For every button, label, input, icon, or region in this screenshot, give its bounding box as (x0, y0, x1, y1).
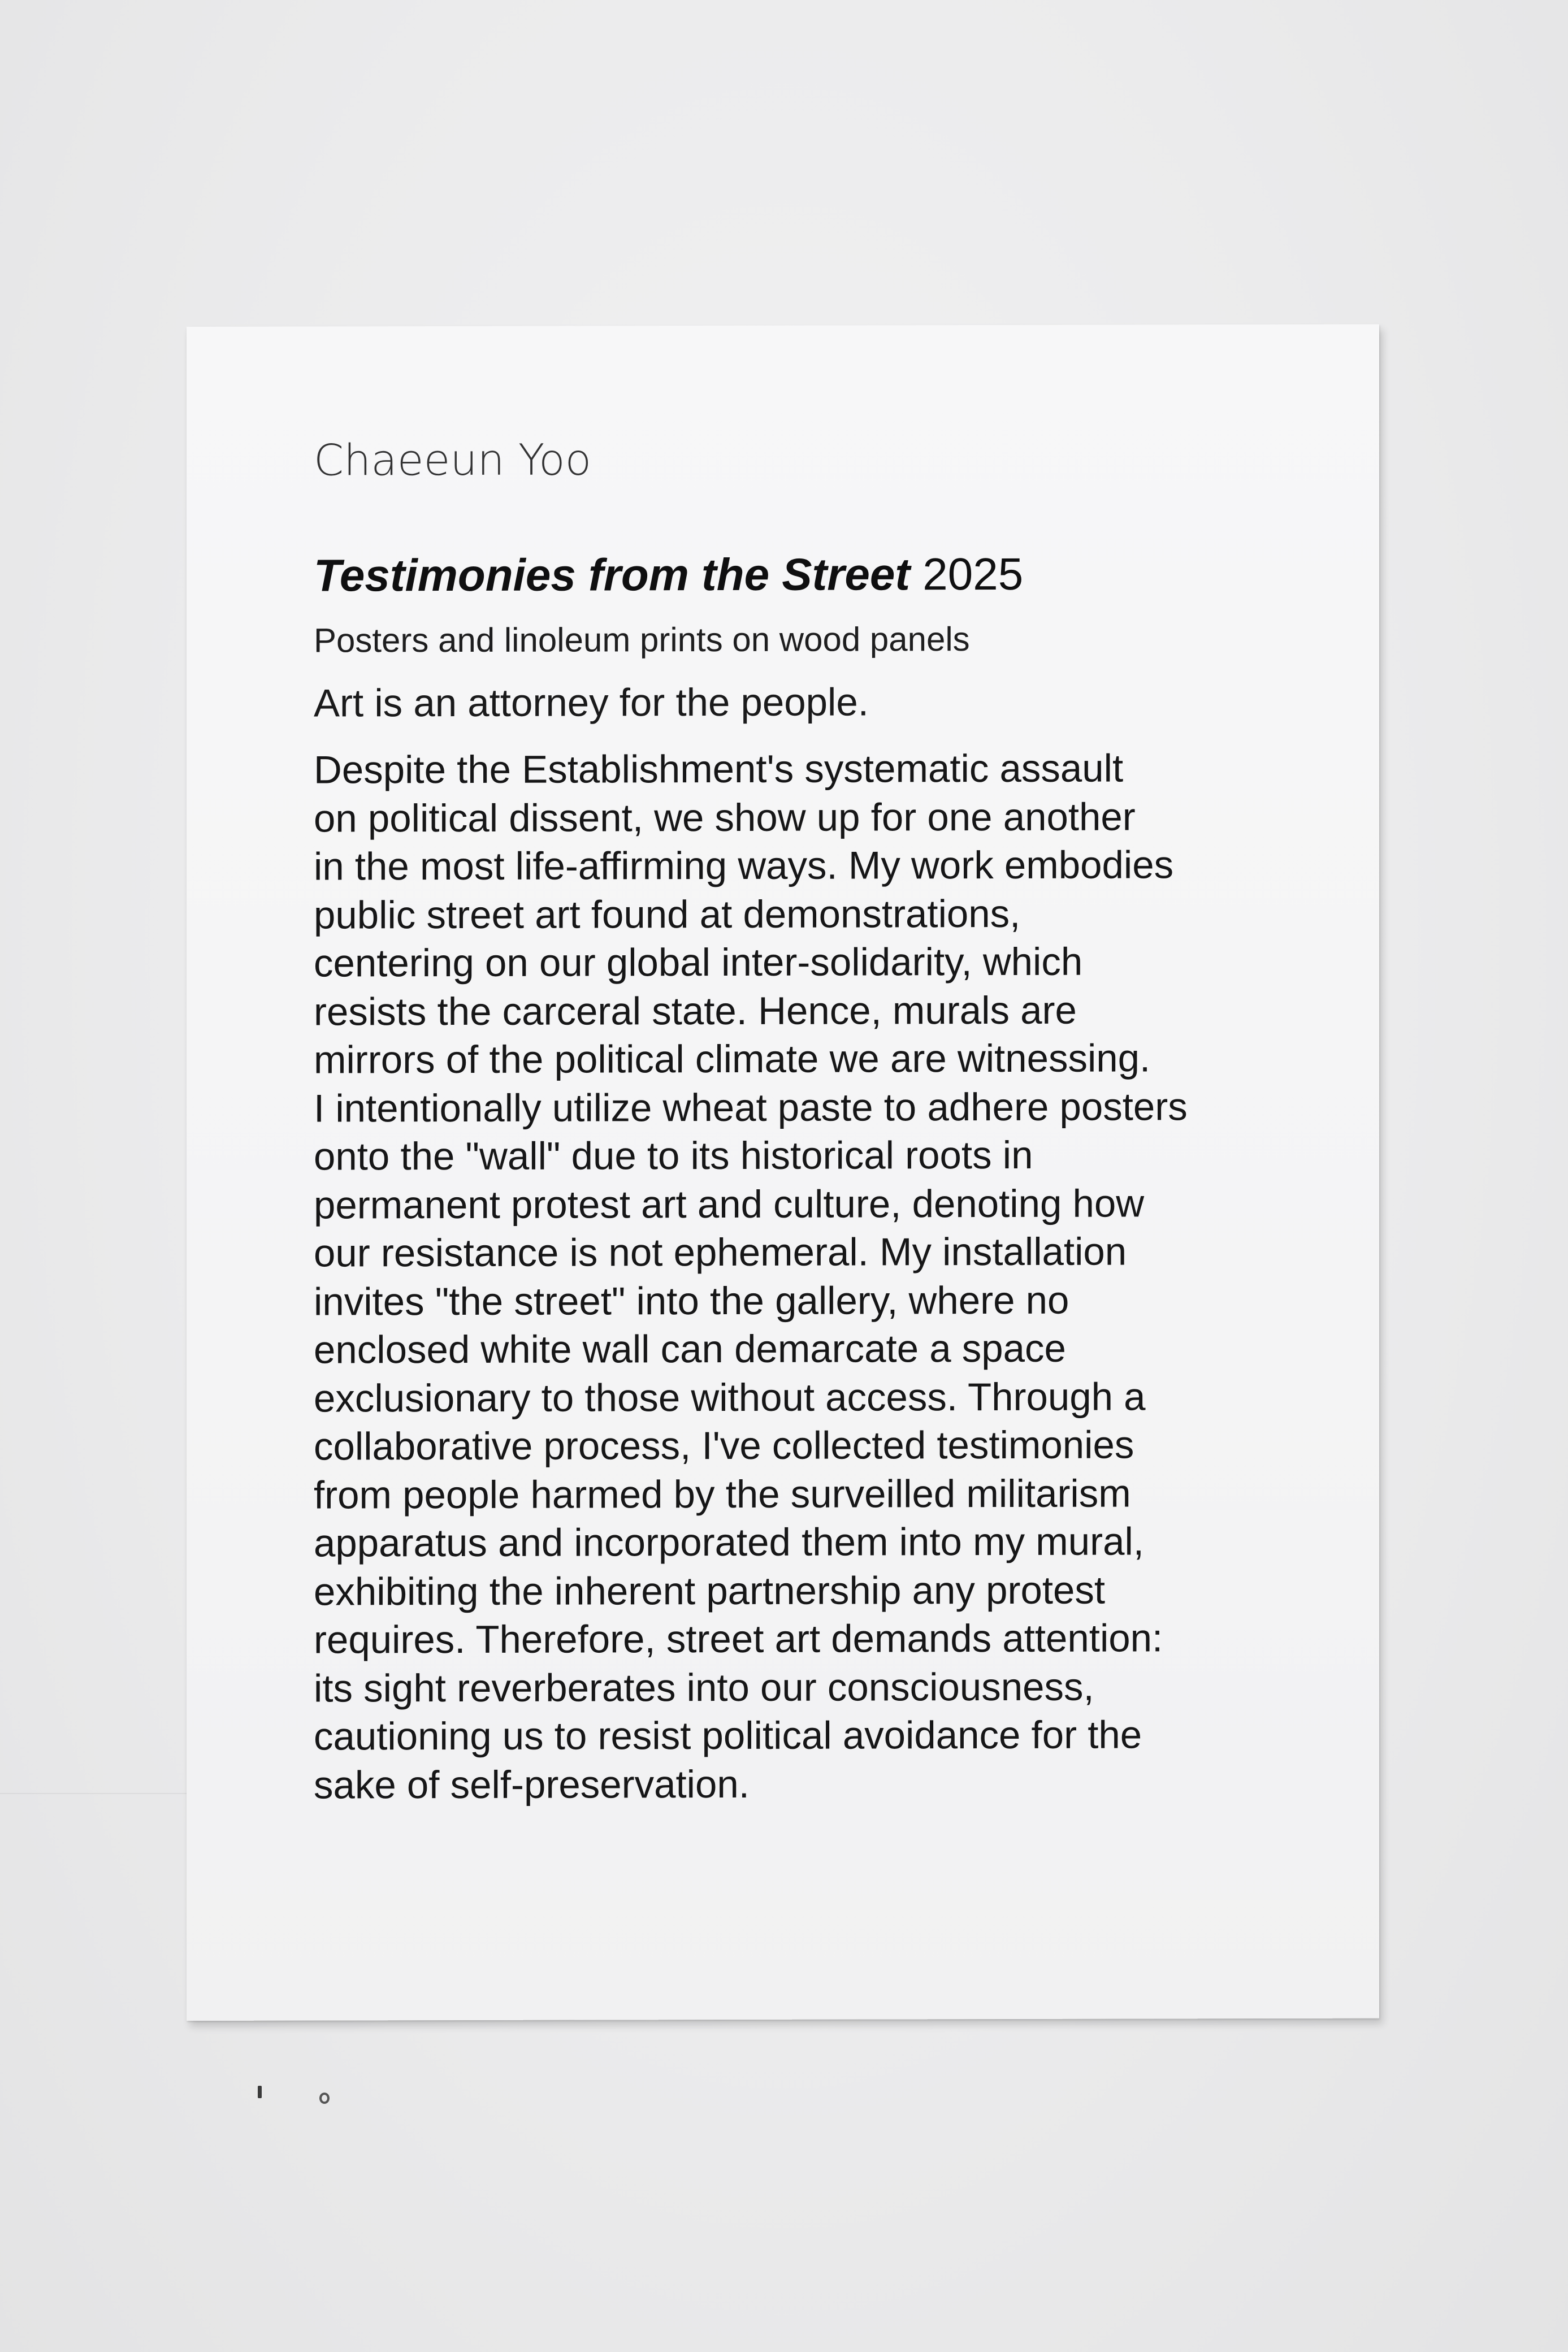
wall-seam (0, 1793, 192, 1794)
statement-line: on political dissent, we show up for one another (314, 795, 1136, 841)
statement-line: exclusionary to those without access. Through a (314, 1375, 1146, 1420)
statement-line: our resistance is not ephemeral. My installation (314, 1229, 1127, 1275)
statement-line: enclosed white wall can demarcate a space (314, 1327, 1066, 1372)
statement-line: collaborative process, I've collected testimonies (314, 1423, 1134, 1469)
wall-hook (319, 2093, 330, 2104)
statement-line: I intentionally utilize wheat paste to adhere posters (314, 1085, 1188, 1130)
statement-line: Despite the Establishment's systematic assault (314, 746, 1124, 792)
statement-line: requires. Therefore, street art demands attention: (314, 1616, 1163, 1662)
statement-line: mirrors of the political climate we are witnessing. (314, 1036, 1151, 1082)
wall-label-card (187, 324, 1379, 2021)
statement-line: invites "the street" into the gallery, where no (314, 1278, 1069, 1324)
statement-line: from people harmed by the surveilled militarism (314, 1471, 1131, 1517)
artwork-year: 2025 (922, 548, 1024, 599)
wall-nail (258, 2086, 262, 2098)
statement-line: its sight reverberates into our consciousness, (314, 1665, 1094, 1710)
artwork-title-line (314, 548, 1331, 600)
artist-statement (314, 744, 1331, 1809)
statement-line: resists the carceral state. Hence, murals are (314, 988, 1077, 1034)
statement-line: onto the "wall" due to its historical roots in (314, 1133, 1033, 1179)
artist-tagline: Art is an attorney for the people. (314, 680, 869, 725)
statement-line: public street art found at demonstrations, (314, 891, 1021, 937)
artwork-medium: Posters and linoleum prints on wood panels (314, 620, 970, 660)
statement-line: sake of self-preservation. (314, 1762, 750, 1807)
label-content (314, 435, 1331, 1809)
artwork-title: Testimonies from the Street (314, 548, 911, 601)
statement-line: cautioning us to resist political avoidance for the (314, 1713, 1142, 1758)
statement-line: exhibiting the inherent partnership any protest (314, 1568, 1106, 1614)
artist-name: Chaeeun Yoo (314, 434, 592, 486)
statement-line: apparatus and incorporated them into my mural, (314, 1519, 1144, 1565)
statement-line: centering on our global inter-solidarity, which (314, 940, 1083, 985)
statement-line: permanent protest art and culture, denoting how (314, 1181, 1145, 1227)
statement-line: in the most life-affirming ways. My work embodies (314, 843, 1174, 889)
